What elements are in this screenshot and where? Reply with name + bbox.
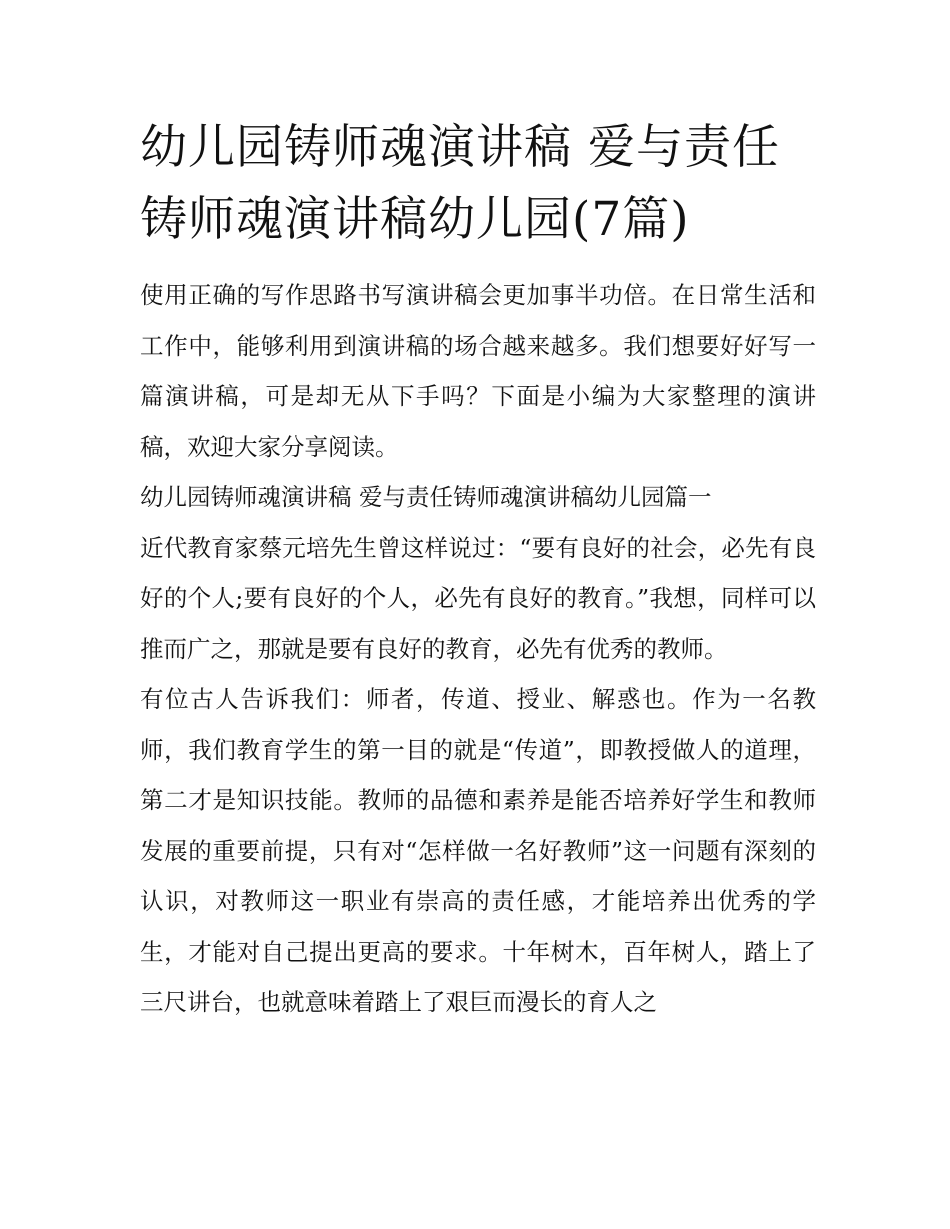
paragraph-intro: 使用正确的写作思路书写演讲稿会更加事半功倍。在日常生活和工作中，能够利用到演讲稿的场合越来越多。我们想要好好写一篇演讲稿，可是却无从下手吗？下面是小编为大家整理的演讲稿，欢迎大家分享阅读。 [140,281,816,461]
section-heading: 幼儿园铸师魂演讲稿 爱与责任铸师魂演讲稿幼儿园篇一 [140,483,712,511]
document-page [140,112,816,1028]
paragraph-body: 有位古人告诉我们：师者，传道、授业、解惑也。作为一名教师，我们教育学生的第一目的就是“传道”，即教授做人的道理，第二才是知识技能。教师的品德和素养是能否培养好学生和教师发展的重要前提，只有对“怎样做一名好教师”这一问题有深刻的认识，对教师这一职业有崇高的责任感，才能培养出优秀的学生，才能对自己提出更高的要求。十年树木，百年树人，踏上了三尺讲台，也就意味着踏上了艰巨而漫长的育人之 [140,685,816,1016]
paragraph-quote: 近代教育家蔡元培先生曾这样说过：“要有良好的社会，必先有良好的个人;要有良好的个人，必先有良好的教育。”我想，同样可以推而广之，那就是要有良好的教育，必先有优秀的教师。 [140,533,816,663]
document-title: 幼儿园铸师魂演讲稿 爱与责任铸师魂演讲稿幼儿园(7篇) [140,120,780,247]
